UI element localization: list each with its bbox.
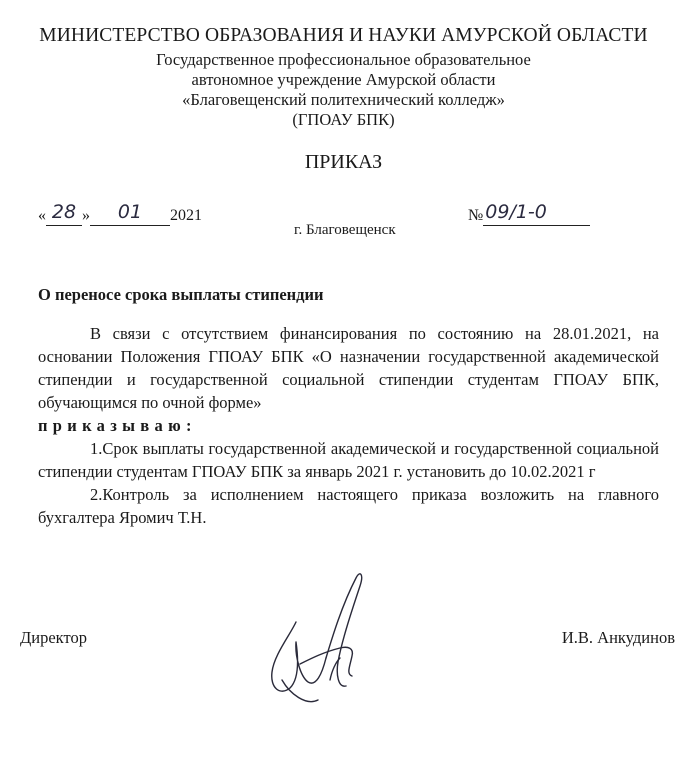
date-month-field <box>90 203 170 226</box>
date-open-quote: « <box>38 207 46 224</box>
order-body <box>38 322 659 529</box>
institution-line-3: «Благовещенский политехнический колледж» <box>182 90 505 109</box>
date-month-value: 01 <box>117 201 143 223</box>
preamble-paragraph: В связи с отсутствием финансирования по состоянию на 28.01.2021, на основании Положения ГПОАУ БПК «О назначении государственной академической стипендии и государственной социальной стипендии студентам ГПОАУ БПК, обучающимся по очной форме» <box>38 324 659 412</box>
institution-line-1: Государственное профессиональное образовательное <box>156 50 531 69</box>
date-day-value: 28 <box>51 201 77 223</box>
order-item-2: 2.Контроль за исполнением настоящего приказа возложить на главного бухгалтера Яромич Т.Н. <box>38 485 659 527</box>
document-title: ПРИКАЗ <box>304 151 383 173</box>
date-day-field <box>46 203 82 226</box>
signatory-position: Директор <box>20 628 87 647</box>
city-line: г. Благовещенск <box>294 222 396 238</box>
institution-line-2: автономное учреждение Амурской области <box>191 70 496 89</box>
document-number <box>468 203 590 226</box>
number-value: 09/1-0 <box>485 201 547 223</box>
signatory-name: И.В. Анкудинов <box>561 628 675 647</box>
order-subject: О переносе срока выплаты стипендии <box>38 285 324 304</box>
institution-abbreviation: (ГПОАУ БПК) <box>292 110 395 129</box>
order-item-1: 1.Срок выплаты государственной академической и государственной социальной стипендии студентам ГПОАУ БПК за январь 2021 г. установить до 10.02.2021 г <box>38 439 659 481</box>
ministry-heading: МИНИСТЕРСТВО ОБРАЗОВАНИЯ И НАУКИ АМУРСКОЙ ОБЛАСТИ <box>39 25 648 46</box>
number-label: № <box>468 207 484 224</box>
date-close-quote: » <box>82 207 90 224</box>
date-year: 2021 <box>170 207 202 224</box>
document-date <box>38 203 202 226</box>
number-field <box>483 203 590 226</box>
order-keyword: приказываю: <box>38 416 197 435</box>
handwritten-signature <box>260 560 370 710</box>
